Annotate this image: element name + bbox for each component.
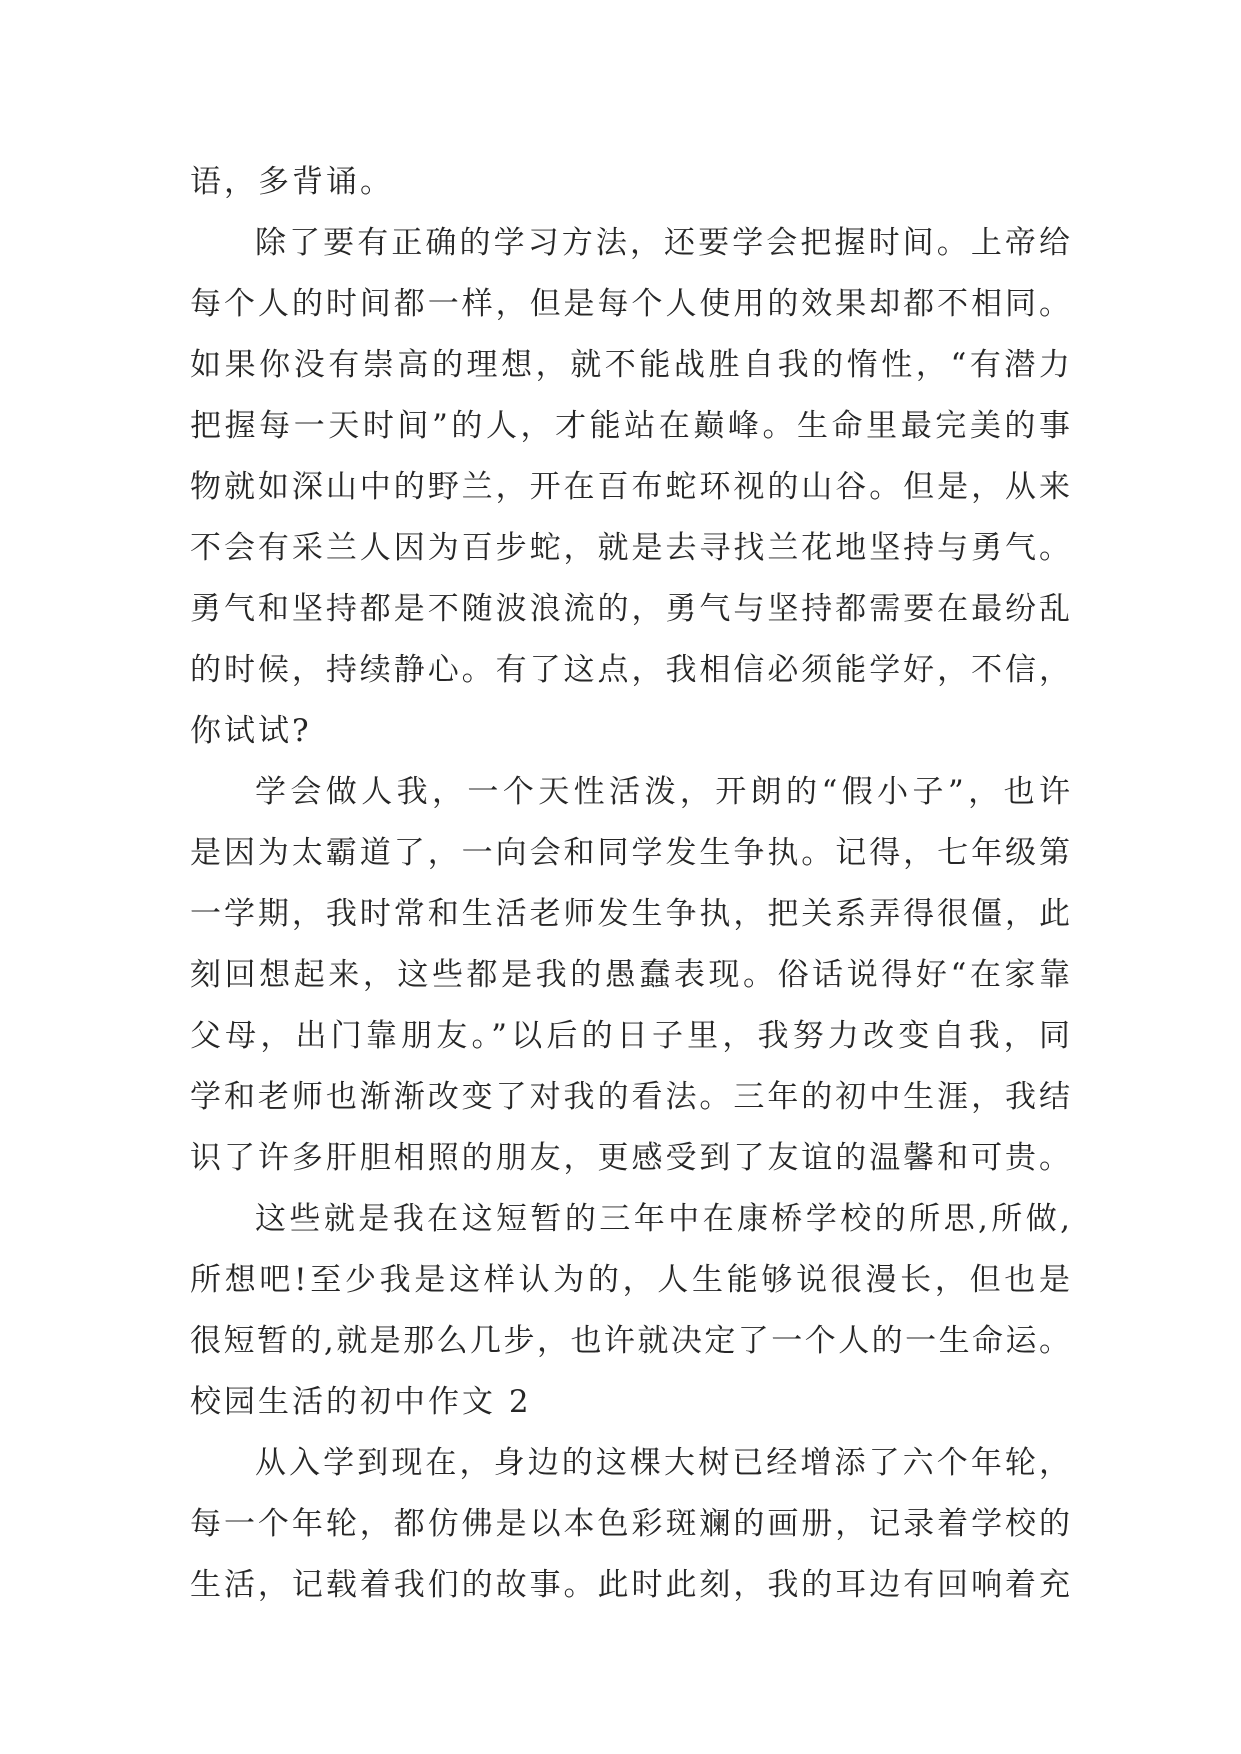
text-line: 刻回想起来，这些都是我的愚蠢表现。俗话说得好“在家靠 — [190, 957, 1070, 993]
text-line: 每个人的时间都一样，但是每个人使用的效果却都不相同。 — [190, 286, 1070, 322]
text-line: 父母，出门靠朋友。”以后的日子里，我努力改变自我，同 — [190, 1018, 1070, 1054]
paragraph-first-line: 这些就是我在这短暂的三年中在康桥学校的所思,所做, — [255, 1201, 1070, 1237]
text-line: 所想吧!至少我是这样认为的，人生能够说很漫长，但也是 — [190, 1262, 1070, 1298]
text-line: 物就如深山中的野兰，开在百布蛇环视的山谷。但是，从来 — [190, 469, 1070, 505]
section-heading: 校园生活的初中作文 2 — [190, 1384, 532, 1420]
text-line: 语，多背诵。 — [190, 164, 394, 200]
paragraph-first-line: 除了要有正确的学习方法，还要学会把握时间。上帝给 — [255, 225, 1070, 261]
text-line: 你试试? — [190, 713, 312, 749]
text-line: 识了许多肝胆相照的朋友，更感受到了友谊的温馨和可贵。 — [190, 1140, 1070, 1176]
text-line: 很短暂的,就是那么几步，也许就决定了一个人的一生命运。 — [190, 1323, 1070, 1359]
paragraph-first-line: 学会做人我，一个天性活泼，开朗的“假小子”，也许 — [255, 774, 1070, 810]
text-line: 是因为太霸道了，一向会和同学发生争执。记得，七年级第 — [190, 835, 1070, 871]
text-line: 每一个年轮，都仿佛是以本色彩斑斓的画册，记录着学校的 — [190, 1506, 1070, 1542]
text-line: 一学期，我时常和生活老师发生争执，把关系弄得很僵，此 — [190, 896, 1070, 932]
text-line: 学和老师也渐渐改变了对我的看法。三年的初中生涯，我结 — [190, 1079, 1070, 1115]
text-line: 勇气和坚持都是不随波浪流的，勇气与坚持都需要在最纷乱 — [190, 591, 1070, 627]
text-line: 的时候，持续静心。有了这点，我相信必须能学好，不信， — [190, 652, 1070, 688]
paragraph-first-line: 从入学到现在，身边的这棵大树已经增添了六个年轮， — [255, 1445, 1070, 1481]
text-line: 把握每一天时间”的人，才能站在巅峰。生命里最完美的事 — [190, 408, 1070, 444]
text-line: 生活，记载着我们的故事。此时此刻，我的耳边有回响着充 — [190, 1567, 1070, 1603]
text-line: 不会有采兰人因为百步蛇，就是去寻找兰花地坚持与勇气。 — [190, 530, 1070, 566]
text-line: 如果你没有崇高的理想，就不能战胜自我的惰性，“有潜力 — [190, 347, 1070, 383]
